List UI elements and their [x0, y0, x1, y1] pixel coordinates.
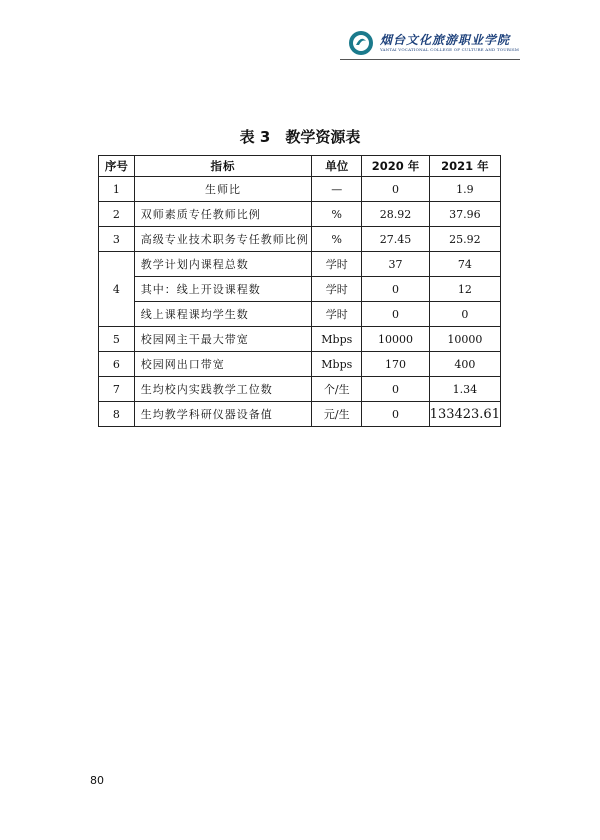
row-indicator: 校园网主干最大带宽: [134, 327, 311, 352]
row-indicator: 高级专业技术职务专任教师比例: [134, 227, 311, 252]
row-indicator: 生师比: [134, 177, 311, 202]
row-indicator: 校园网出口带宽: [134, 352, 311, 377]
row-no: 2: [99, 202, 135, 227]
header-indicator: 指标: [134, 156, 311, 177]
row-no: 4: [99, 252, 135, 327]
table-row: [99, 402, 501, 427]
table-row: [99, 277, 501, 302]
row-2020: 37: [362, 252, 429, 277]
row-no: 6: [99, 352, 135, 377]
school-name-cn: 烟台文化旅游职业学院: [380, 33, 511, 47]
row-indicator: 其中：线上开设课程数: [134, 277, 311, 302]
row-unit: Mbps: [312, 352, 362, 377]
row-2020: 0: [362, 402, 429, 427]
row-2020: 170: [362, 352, 429, 377]
row-unit: Mbps: [312, 327, 362, 352]
row-unit: 学时: [312, 302, 362, 327]
header-logo: [342, 28, 522, 58]
row-unit: %: [312, 202, 362, 227]
teaching-resources-table: [98, 155, 501, 427]
table-row: [99, 227, 501, 252]
row-2021: 133423.61: [429, 402, 500, 427]
row-2021: 25.92: [429, 227, 500, 252]
table-row: [99, 202, 501, 227]
table-header-row: [99, 156, 501, 177]
row-2021: 1.9: [429, 177, 500, 202]
row-no: 1: [99, 177, 135, 202]
row-2020: 0: [362, 277, 429, 302]
row-unit: 元/生: [312, 402, 362, 427]
row-indicator: 双师素质专任教师比例: [134, 202, 311, 227]
row-2021: 400: [429, 352, 500, 377]
row-no: 3: [99, 227, 135, 252]
row-2020: 10000: [362, 327, 429, 352]
row-unit: %: [312, 227, 362, 252]
row-2021: 37.96: [429, 202, 500, 227]
row-unit: 学时: [312, 277, 362, 302]
header-rule: [340, 59, 520, 60]
table-row: [99, 352, 501, 377]
row-unit: 学时: [312, 252, 362, 277]
row-indicator: 线上课程课均学生数: [134, 302, 311, 327]
table-row: [99, 302, 501, 327]
page-number: 80: [90, 774, 104, 787]
header-no: 序号: [99, 156, 135, 177]
row-2020: 28.92: [362, 202, 429, 227]
row-2020: 0: [362, 377, 429, 402]
college-emblem-icon: [348, 30, 374, 56]
row-2021: 74: [429, 252, 500, 277]
school-name-en: YANTAI VOCATIONAL COLLEGE OF CULTURE AND TOURISM: [380, 47, 520, 52]
table-row: [99, 252, 501, 277]
row-2021: 0: [429, 302, 500, 327]
header-unit: 单位: [312, 156, 362, 177]
row-no: 8: [99, 402, 135, 427]
row-2020: 0: [362, 177, 429, 202]
row-indicator: 生均教学科研仪器设备值: [134, 402, 311, 427]
row-unit: —: [312, 177, 362, 202]
row-2020: 0: [362, 302, 429, 327]
row-indicator: 生均校内实践教学工位数: [134, 377, 311, 402]
row-2020: 27.45: [362, 227, 429, 252]
row-unit: 个/生: [312, 377, 362, 402]
row-2021: 1.34: [429, 377, 500, 402]
header-2020: 2020 年: [362, 156, 429, 177]
row-2021: 10000: [429, 327, 500, 352]
row-2021: 12: [429, 277, 500, 302]
row-no: 7: [99, 377, 135, 402]
table-title: 表 3 教学资源表: [239, 128, 361, 146]
table-row: [99, 327, 501, 352]
header-2021: 2021 年: [429, 156, 500, 177]
table-row: [99, 177, 501, 202]
row-no: 5: [99, 327, 135, 352]
table-row: [99, 377, 501, 402]
row-indicator: 教学计划内课程总数: [134, 252, 311, 277]
